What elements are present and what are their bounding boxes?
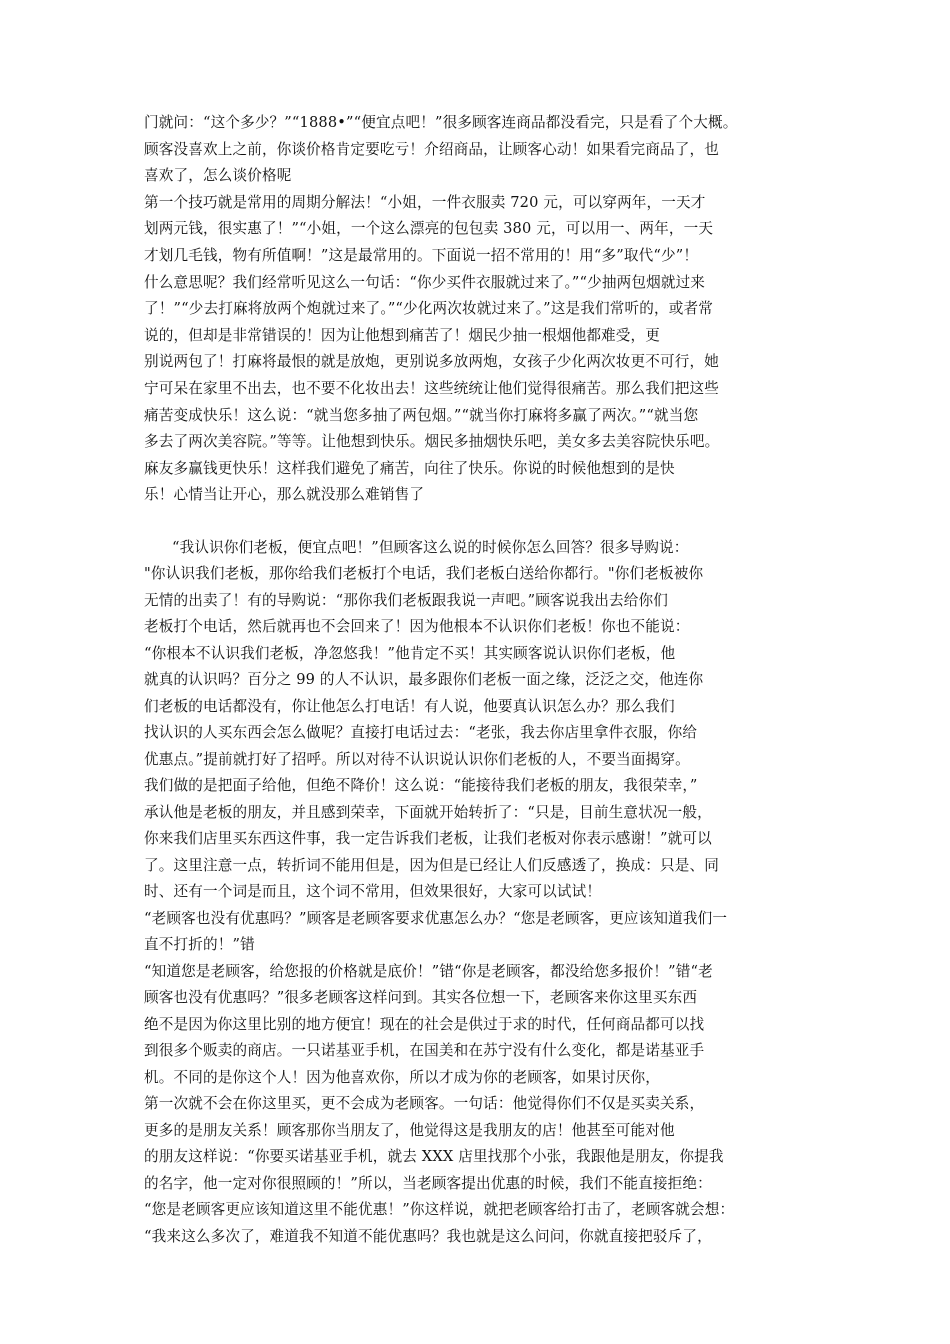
text-line: 喜欢了，怎么谈价格呢 — [144, 167, 292, 185]
text-line: 顾客也没有优惠吗？”很多老顾客这样问到。其实各位想一下，老顾客来你这里买东西 — [144, 989, 698, 1007]
text-line: 老板打个电话，然后就再也不会回来了！因为他根本不认识你们老板！你也不能说： — [144, 618, 690, 636]
text-line: 优惠点。”提前就打好了招呼。所以对待不认识说认识你们老板的人，不要当面揭穿。 — [144, 750, 690, 768]
document-page — [144, 110, 824, 1250]
paragraph-gap — [144, 509, 824, 535]
text-line: 找认识的人买东西会怎么做呢？直接打电话过去：“老张，我去你店里拿件衣服，你给 — [144, 724, 698, 742]
text-line: 时、还有一个词是而且，这个词不常用，但效果很好，大家可以试试！ — [144, 883, 602, 901]
text-line: 绝不是因为你这里比别的地方便宜！现在的社会是供过于求的时代，任何商品都可以找 — [144, 1015, 705, 1033]
text-line: 划两元钱，很实惠了！”“小姐，一个这么漂亮的包包卖 380 元，可以用一、两年，一天 — [144, 220, 714, 238]
text-line: 说的，但却是非常错误的！因为让他想到痛苦了！烟民少抽一根烟他都难受，更 — [144, 326, 661, 344]
text-line: 别说两包了！打麻将最恨的就是放炮，更别说多放两炮，女孩子少化两次妆更不可行，她 — [144, 353, 720, 371]
text-line: 我们做的是把面子给他，但绝不降价！这么说：“能接待我们老板的朋友，我很荣幸，” — [144, 777, 698, 795]
text-line: 乐！心情当让开心，那么就没那么难销售了 — [144, 486, 425, 504]
text-line: 机。不同的是你这个人！因为他喜欢你，所以才成为你的老顾客，如果讨厌你， — [144, 1068, 661, 1086]
text-line: 麻友多赢钱更快乐！这样我们避免了痛苦，向往了快乐。你说的时候他想到的是快 — [144, 459, 675, 477]
text-line: “我来这么多次了，难道我不知道不能优惠吗？我也就是这么问问，你就直接把驳斥了， — [144, 1227, 712, 1245]
text-line: 承认他是老板的朋友，并且感到荣幸，下面就开始转折了：“只是，目前生意状况一般， — [144, 803, 712, 821]
paragraph-2 — [144, 535, 824, 1251]
text-line: 无情的出卖了！有的导购说：“那你我们老板跟我说一声吧。”顾客说我出去给你们 — [144, 591, 668, 609]
text-line: 们老板的电话都没有，你让他怎么打电话！有人说，他要真认识怎么办？那么我们 — [144, 697, 675, 715]
text-line: 你来我们店里买东西这件事，我一定告诉我们老板，让我们老板对你表示感谢！”就可以 — [144, 830, 712, 848]
text-line: 就真的认识吗？百分之 99 的人不认识，最多跟你们老板一面之缘，泛泛之交，他连你 — [144, 671, 704, 689]
text-line: 才划几毛钱，物有所值啊！”这是最常用的。下面说一招不常用的！用“多”取代“少”！ — [144, 246, 699, 264]
text-line: 更多的是朋友关系！顾客那你当朋友了，他觉得这是我朋友的店！他甚至可能对他 — [144, 1121, 675, 1139]
text-line: 了！”“少去打麻将放两个炮就过来了。”“少化两次妆就过来了。”这是我们常听的，或者常 — [144, 300, 713, 318]
text-line: 第一个技巧就是常用的周期分解法！“小姐，一件衣服卖 720 元，可以穿两年，一天才 — [144, 193, 706, 211]
text-line: 了。这里注意一点，转折词不能用但是，因为但是已经让人们反感透了，换成：只是、同 — [144, 856, 720, 874]
text-line: “老顾客也没有优惠吗？”顾客是老顾客要求优惠怎么办？“您是老顾客，更应该知道我们一 — [144, 909, 728, 927]
text-line: “您是老顾客更应该知道这里不能优惠！”你这样说，就把老顾客给打击了，老顾客就会想： — [144, 1201, 735, 1219]
text-line: 的名字，他一定对你很照顾的！”所以，当老顾客提出优惠的时候，我们不能直接拒绝： — [144, 1174, 712, 1192]
text-line: 宁可呆在家里不出去，也不要不化妆出去！这些统统让他们觉得很痛苦。那么我们把这些 — [144, 379, 720, 397]
text-line: 什么意思呢？我们经常听见这么一句话：“你少买件衣服就过来了。”“少抽两包烟就过来 — [144, 273, 706, 291]
text-line: 的朋友这样说：“你要买诺基亚手机，就去 XXX 店里找那个小张，我跟他是朋友，你提我 — [144, 1148, 724, 1166]
text-line: “你根本不认识我们老板，净忽悠我！”他肯定不买！其实顾客说认识你们老板，他 — [144, 644, 676, 662]
text-line: 痛苦变成快乐！这么说：“就当您多抽了两包烟。”“就当你打麻将多赢了两次。”“就当您 — [144, 406, 699, 424]
text-line: "你认识我们老板，那你给我们老板打个电话，我们老板白送给你都行。"你们老板被你 — [144, 565, 704, 583]
text-line: “知道您是老顾客，给您报的价格就是底价！”错“你是老顾客，都没给您多报价！”错“老 — [144, 962, 713, 980]
text-line: “我认识你们老板，便宜点吧！”但顾客这么说的时候你怎么回答？很多导购说： — [172, 538, 689, 556]
text-line: 直不打折的！”错 — [144, 936, 255, 954]
text-line: 多去了两次美容院。”等等。让他想到快乐。烟民多抽烟快乐吧，美女多去美容院快乐吧。 — [144, 433, 720, 451]
text-line: 顾客没喜欢上之前，你谈价格肯定要吃亏！介绍商品，让顾客心动！如果看完商品了，也 — [144, 140, 720, 158]
text-line: 第一次就不会在你这里买，更不会成为老顾客。一句话：他觉得你们不仅是买卖关系， — [144, 1095, 705, 1113]
text-line: 到很多个贩卖的商店。一只诺基亚手机，在国美和在苏宁没有什么变化，都是诺基亚手 — [144, 1042, 705, 1060]
text-line: 门就问：“这个多少？”“1888•”“便宜点吧！”很多顾客连商品都没看完，只是看了个大概。 — [144, 114, 738, 131]
paragraph-1 — [144, 110, 824, 509]
